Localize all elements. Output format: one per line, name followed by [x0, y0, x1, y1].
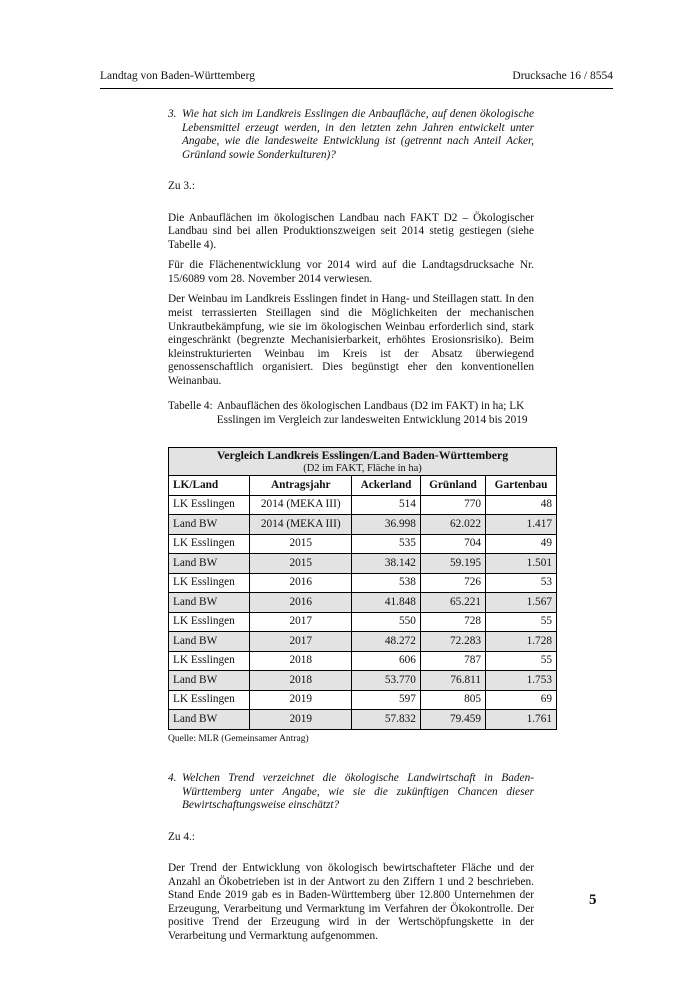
- table-cell: 53: [486, 573, 557, 593]
- table-title-row: [169, 448, 557, 476]
- page-number: 5: [589, 892, 597, 908]
- table-row: [169, 515, 557, 535]
- table-cell: 2017: [250, 632, 352, 652]
- table-cell: 48.272: [352, 632, 421, 652]
- page-header: [100, 70, 613, 84]
- table-cell: 49: [486, 534, 557, 554]
- table-cell: 606: [352, 651, 421, 671]
- table-cell: 48: [486, 495, 557, 515]
- table-cell: 535: [352, 534, 421, 554]
- table-cell: 2014 (MEKA III): [250, 515, 352, 535]
- question-4: [168, 772, 534, 813]
- table-cell: 787: [420, 651, 485, 671]
- table-cell: 770: [420, 495, 485, 515]
- table-cell: 1.567: [486, 593, 557, 613]
- table-cell: Land BW: [169, 593, 250, 613]
- question-3: [168, 108, 534, 162]
- table-row: [169, 690, 557, 710]
- table-row: [169, 632, 557, 652]
- table-cell: 1.761: [486, 710, 557, 730]
- header-rule: [100, 88, 613, 89]
- table-cell: Land BW: [169, 632, 250, 652]
- table-cell: 538: [352, 573, 421, 593]
- table-cell: 514: [352, 495, 421, 515]
- question-4-text: Welchen Trend verzeichnet die ökologische Landwirtschaft in Baden-Württemberg unter Angabe, wie sie die zukünftigen Chancen dieser Bewirtschaftungsweise einschätzt?: [182, 772, 534, 812]
- table-cell: LK Esslingen: [169, 534, 250, 554]
- table-row: [169, 671, 557, 691]
- table-header-row: [169, 476, 557, 496]
- table-cell: 1.753: [486, 671, 557, 691]
- table-cell: LK Esslingen: [169, 690, 250, 710]
- table-row: [169, 554, 557, 574]
- table-cell: 53.770: [352, 671, 421, 691]
- table-cell: 72.283: [420, 632, 485, 652]
- answer-3-heading: Zu 3.:: [168, 180, 195, 193]
- table-cell: 2018: [250, 651, 352, 671]
- question-3-number: 3.: [168, 108, 177, 120]
- page-content: [168, 108, 552, 951]
- answer-3-paragraph-3: Der Weinbau im Landkreis Esslingen findet in Hang- und Steillagen statt. In den meist terrassierten Steillagen sind die Möglichkeiten der mechanischen Unkrautbekämpfung, wie sie im ökologischen Weinbau erforderlich sind, stark eingeschränkt (begrenzte Mechanisierbarkeit, erhöhtes Erosionsrisiko). Beim kleinstrukturierten Weinbau im Kreis ist der Absatz überwiegend genossenschaftlich organisiert. Dies begünstigt eher den konventionellen Weinanbau.: [168, 293, 534, 387]
- table-cell: LK Esslingen: [169, 612, 250, 632]
- table-cell: 2015: [250, 534, 352, 554]
- table-cell: 1.417: [486, 515, 557, 535]
- table-cell: 62.022: [420, 515, 485, 535]
- table-cell: 597: [352, 690, 421, 710]
- table-cell: 2015: [250, 554, 352, 574]
- table-cell: 805: [420, 690, 485, 710]
- table-cell: 2016: [250, 573, 352, 593]
- table-row: [169, 612, 557, 632]
- question-4-number: 4.: [168, 772, 177, 785]
- answer-4-heading: Zu 4.:: [168, 830, 195, 843]
- table-cell: 59.195: [420, 554, 485, 574]
- table-subtitle: (D2 im FAKT, Fläche in ha): [303, 462, 422, 474]
- table-source: Quelle: MLR (Gemeinsamer Antrag): [168, 733, 309, 744]
- table-row: [169, 495, 557, 515]
- column-header: Antragsjahr: [250, 476, 352, 496]
- table-row: [169, 534, 557, 554]
- table-row: [169, 593, 557, 613]
- column-header: Ackerland: [352, 476, 421, 496]
- table-title-cell: [169, 448, 557, 476]
- table-cell: 57.832: [352, 710, 421, 730]
- table-caption: [168, 400, 534, 427]
- table-cell: 36.998: [352, 515, 421, 535]
- table-cell: 38.142: [352, 554, 421, 574]
- answer-3-paragraph-1: Die Anbauflächen im ökologischen Landbau nach FAKT D2 – Ökologischer Landbau sind bei allen Produktionszweigen seit 2014 stetig gestiegen (siehe Tabelle 4).: [168, 211, 534, 251]
- table-cell: 41.848: [352, 593, 421, 613]
- table-cell: 2016: [250, 593, 352, 613]
- table-cell: 2014 (MEKA III): [250, 495, 352, 515]
- table-cell: 2017: [250, 612, 352, 632]
- table-cell: 2019: [250, 710, 352, 730]
- table-caption-label: Tabelle 4:: [168, 400, 213, 413]
- table-cell: 550: [352, 612, 421, 632]
- table-cell: Land BW: [169, 515, 250, 535]
- table-cell: 55: [486, 651, 557, 671]
- table-cell: 1.501: [486, 554, 557, 574]
- table-cell: 2018: [250, 671, 352, 691]
- table-cell: 65.221: [420, 593, 485, 613]
- table-cell: LK Esslingen: [169, 573, 250, 593]
- answer-3-paragraph-2: Für die Flächenentwicklung vor 2014 wird auf die Landtagsdrucksache Nr. 15/6089 vom 28. November 2014 verwiesen.: [168, 259, 534, 285]
- table-row: [169, 573, 557, 593]
- table-cell: 55: [486, 612, 557, 632]
- table-cell: 76.811: [420, 671, 485, 691]
- table-cell: LK Esslingen: [169, 651, 250, 671]
- table-cell: 726: [420, 573, 485, 593]
- table-row: [169, 710, 557, 730]
- table-cell: Land BW: [169, 554, 250, 574]
- question-3-text: Wie hat sich im Landkreis Esslingen die Anbaufläche, auf denen ökologische Lebensmittel erzeugt werden, in den letzten zehn Jahren entwickelt unter Angabe, wie die landesweite Entwicklung ist (getrennt nach Anteil Acker, Grünland sowie Sonderkulturen)?: [182, 108, 534, 161]
- table-cell: Land BW: [169, 671, 250, 691]
- table-cell: 1.728: [486, 632, 557, 652]
- table-cell: 728: [420, 612, 485, 632]
- answer-4-paragraph-1: Der Trend der Entwicklung von ökologisch bewirtschafteter Fläche und der Anzahl an Ökobetrieben ist in der Antwort zu den Ziffern 1 und 2 beschrieben. Stand Ende 2019 gab es in Baden-Württemberg über 12.800 Unternehmen der Erzeugung, Verarbeitung und Vermarktung im Verfahren der Ökokontrolle. Der positive Trend der Erzeugung wird in der Wertschöpfungskette in der Verarbeitung und Vermarktung aufgenommen.: [168, 862, 534, 942]
- table-row: [169, 651, 557, 671]
- table-cell: LK Esslingen: [169, 495, 250, 515]
- area-table: [168, 447, 557, 729]
- table-title: Vergleich Landkreis Esslingen/Land Baden-Württemberg: [216, 448, 509, 463]
- header-left: Landtag von Baden-Württemberg: [100, 70, 255, 82]
- column-header: Gartenbau: [486, 476, 557, 496]
- table-cell: 2019: [250, 690, 352, 710]
- table-cell: 79.459: [420, 710, 485, 730]
- column-header: LK/Land: [169, 476, 250, 496]
- table-caption-text: Anbauflächen des ökologischen Landbaus (D2 im FAKT) in ha; LK Esslingen im Vergleich zur landesweiten Entwicklung 2014 bis 2019: [216, 400, 528, 426]
- table-cell: 69: [486, 690, 557, 710]
- column-header: Grünland: [420, 476, 485, 496]
- table-cell: 704: [420, 534, 485, 554]
- table-cell: Land BW: [169, 710, 250, 730]
- header-right: Drucksache 16 / 8554: [512, 70, 613, 82]
